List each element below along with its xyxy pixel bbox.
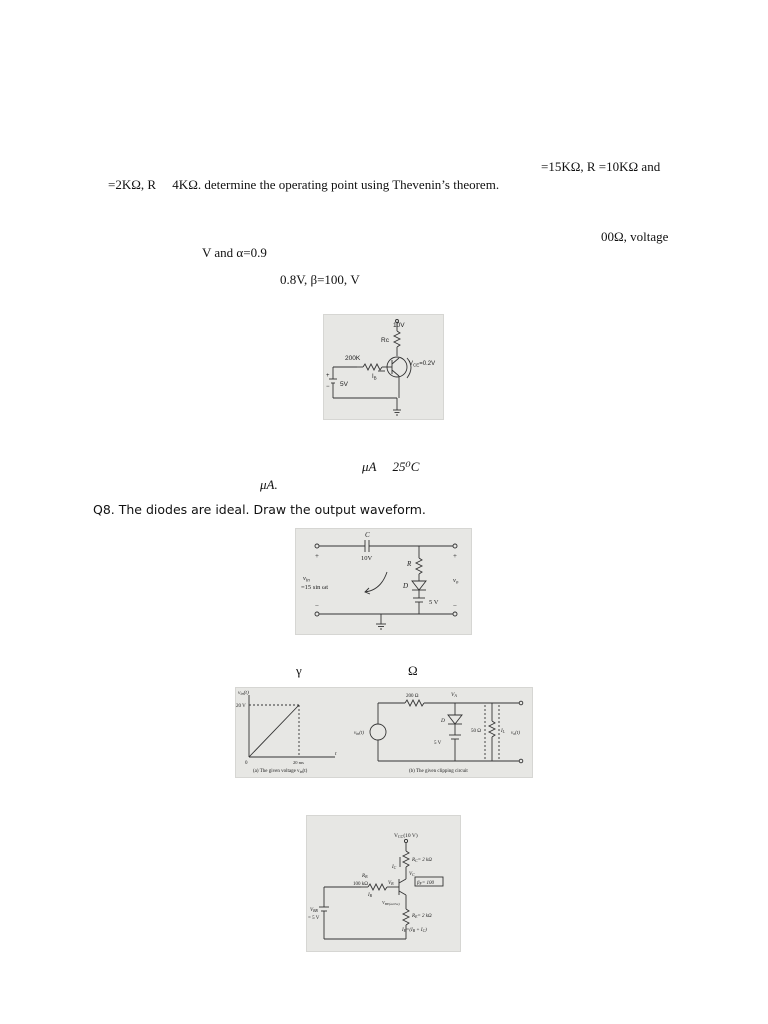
diode-d	[412, 581, 426, 590]
question-bias-line2: =2KΩ, R 4KΩ. determine the operating point using Thevenin’s theorem.	[108, 177, 500, 192]
rb-label: 200K	[345, 355, 361, 362]
ib-label: $I_B$	[372, 374, 377, 381]
battery-plus-label: +	[326, 373, 330, 379]
waveform-x-label: t	[335, 751, 337, 757]
question-transistor-fragment2: V and α=0.9	[202, 245, 267, 260]
caption-b: (b) The given clipping circuit	[409, 769, 468, 774]
source-label: $v_{in}(t)$	[354, 731, 364, 736]
ramp-waveform	[249, 705, 299, 757]
input-plus-label: +	[315, 552, 319, 560]
output-terminal-top	[519, 701, 523, 705]
re-label: $R_E= 2$ kΩ	[412, 914, 432, 919]
question-leakage-fragment2: μA.	[260, 477, 278, 492]
va-label: VA	[451, 692, 457, 698]
vin-expression: =15 sin ωt	[301, 584, 329, 591]
battery-minus-label: −	[326, 384, 330, 390]
vbb-label: 5V	[340, 381, 348, 388]
battery-label: 5 V	[429, 599, 439, 606]
resistor-r	[416, 558, 422, 574]
load-resistor	[489, 721, 495, 737]
output-terminal-bottom	[453, 612, 457, 616]
base-resistor	[363, 364, 382, 370]
source-icon	[370, 724, 386, 740]
waveform-y-tick: 20 V	[236, 704, 246, 709]
waveform-x-tick: 20 ms	[293, 760, 304, 765]
beta-label: $\beta_F= 100$	[417, 881, 434, 886]
vo-label: $v_o(t)$	[511, 731, 520, 736]
caption-a: (a) The given voltage $v_{in}(t)$	[253, 769, 308, 774]
vo-label: $v_o$	[453, 577, 459, 586]
resistor-label: R	[407, 560, 412, 568]
question-transistor-fragment3: 0.8V, β=100, V	[280, 272, 360, 287]
output-minus-label: −	[453, 602, 457, 610]
resistor-200	[405, 700, 424, 706]
collector-resistor	[394, 331, 400, 347]
question-q8: Q8. The diodes are ideal. Draw the output waveform.	[93, 502, 426, 517]
rb-value: 100 kΩ	[353, 882, 368, 887]
figure-emitter-bias-circuit	[306, 815, 461, 952]
rb-resistor	[368, 884, 387, 890]
re-resistor	[403, 909, 409, 925]
rc-resistor	[403, 851, 409, 867]
output-terminal-bottom	[519, 759, 523, 763]
vbb-value: = 5 V	[308, 916, 320, 921]
rc-label: Rc	[381, 337, 389, 344]
question-bias-line1: =15KΩ, R =10KΩ and	[541, 159, 661, 174]
input-terminal-bottom	[315, 612, 319, 616]
rc-label: $R_C= 2$ kΩ	[412, 858, 432, 863]
input-minus-label: −	[315, 602, 319, 610]
ib-label: $I_B$	[368, 893, 372, 898]
battery-label: 5 V	[434, 741, 442, 746]
diode-d	[448, 715, 462, 724]
output-terminal-top	[453, 544, 457, 548]
question-transistor-fragment1: 00Ω, voltage	[601, 229, 669, 244]
vbb-label: $V_{BB}$	[310, 908, 318, 913]
diode-label: D	[403, 582, 409, 590]
question-q9-gamma: γ	[296, 663, 302, 678]
figure-clipping-circuit	[235, 687, 533, 778]
vbe-label: $V_{BE(active)}$	[382, 900, 400, 906]
diode-clamper-diagram	[295, 528, 472, 635]
figure-diode-clamper	[295, 528, 472, 635]
diode-label: D	[441, 718, 445, 724]
emitter-bias-diagram	[306, 815, 461, 952]
question-leakage-fragment1: μA 25⁰C	[362, 459, 420, 474]
vin-label: $v_{in}$	[303, 575, 310, 584]
question-q9-omega: Ω	[408, 663, 418, 678]
transistor-circuit-diagram	[323, 314, 444, 420]
rb-label: $R_B$	[362, 874, 368, 879]
vb-label: $V_B$	[388, 881, 394, 886]
output-plus-label: +	[453, 552, 457, 560]
ie-label: $I_E=(I_B + I_C)$	[402, 928, 427, 933]
capacitor-label: C	[365, 531, 370, 539]
waveform-y-label: vin(t)	[238, 690, 249, 696]
il-label: $I_L$	[501, 729, 505, 734]
input-terminal-top	[315, 544, 319, 548]
resistor-200-label: 200 Ω	[406, 694, 419, 699]
vcc-terminal	[404, 839, 407, 842]
ic-label: $I_C$	[392, 865, 397, 870]
vcc-label: VCC(10 V)	[394, 833, 418, 839]
capacitor-voltage-label: 10V	[361, 555, 373, 562]
figure-transistor-circuit	[323, 314, 444, 420]
vc-label: $V_C$	[409, 872, 415, 877]
vce-label: $V_{CE}=0.2V$	[409, 361, 436, 368]
clipping-circuit-diagram	[235, 687, 533, 778]
waveform-origin: 0	[245, 761, 248, 766]
vcc-label: 10V	[393, 322, 405, 329]
load-label: 50 Ω	[471, 729, 481, 734]
